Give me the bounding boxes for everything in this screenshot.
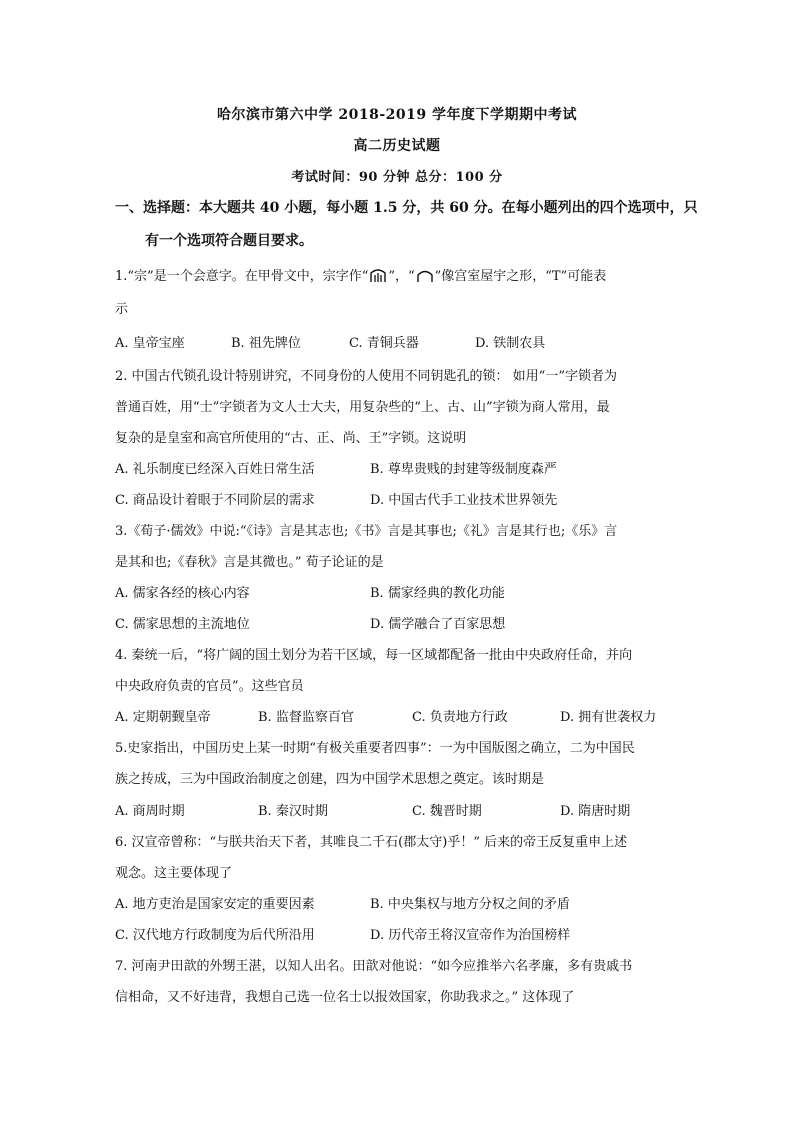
question-3-line2: 是其和也;《春秋》言是其微也。” 荀子论证的是 [115, 555, 384, 570]
q2-option-c[interactable]: C. 商品设计着眼于不同阶层的需求 [115, 493, 315, 508]
question-7-line1: 7. 河南尹田歆的外甥王湛，以知人出名。田歆对他说：“如今应推举六名孝廉，多有贵戚书 [115, 959, 633, 974]
question-4-line1: 4. 秦统一后，“将广阔的国土划分为若干区域，每一区域都配备一批由中央政府任命，并向 [115, 648, 633, 663]
question-2-line3: 复杂的是皇室和高官所使用的“古、正、尚、王”字锁。这说明 [115, 431, 467, 446]
q2-option-d[interactable]: D. 中国古代手工业技术世界领先 [370, 493, 558, 508]
exam-info: 考试时间：90 分钟 总分：100 分 [291, 170, 503, 185]
q5-option-d[interactable]: D. 隋唐时期 [560, 804, 631, 819]
question-2-line2: 普通百姓，用“士”字锁者为文人士大夫，用复杂些的“上、古、山”字锁为商人常用，最 [115, 400, 610, 415]
question-1-line1 [115, 265, 606, 284]
q5-option-a[interactable]: A. 商周时期 [115, 804, 185, 819]
q3-option-a[interactable]: A. 儒家各经的核心内容 [115, 586, 250, 601]
q5-option-c[interactable]: C. 魏晋时期 [412, 804, 482, 819]
question-7-line2: 信相命，又不好违背，我想自己选一位名士以报效国家，你助我求之。” 这体现了 [115, 990, 575, 1005]
q1-option-d[interactable]: D. 铁制农具 [475, 336, 546, 351]
q1-option-c[interactable]: C. 青铜兵器 [349, 336, 419, 351]
q2-option-a[interactable]: A. 礼乐制度已经深入百姓日常生活 [115, 462, 315, 477]
question-text: ”像宫室屋宇之形，“T”可能表 [434, 269, 607, 284]
q6-option-b[interactable]: B. 中央集权与地方分权之间的矛盾 [370, 897, 570, 912]
question-4-line2: 中央政府负责的官员”。这些官员 [115, 679, 304, 694]
question-5-line2: 族之抟成，三为中国政治制度之创建，四为中国学术思想之奠定。该时期是 [115, 772, 545, 787]
subject-title: 高二历史试题 [353, 138, 441, 154]
question-text: ”，“ [388, 269, 415, 284]
q4-option-b[interactable]: B. 监督监察百官 [258, 710, 354, 725]
q3-option-b[interactable]: B. 儒家经典的教化功能 [370, 586, 505, 601]
question-6-line1: 6. 汉宣帝曾称：“与朕共治天下者，其唯良二千石(郡太守)乎！” 后来的帝王反复重申上述 [115, 835, 628, 850]
section-heading-line2: 有一个选项符合题目要求。 [145, 233, 313, 249]
school-title: 哈尔滨市第六中学 2018-2019 学年度下学期期中考试 [217, 107, 577, 123]
q3-option-c[interactable]: C. 儒家思想的主流地位 [115, 617, 250, 632]
q2-option-b[interactable]: B. 尊卑贵贱的封建等级制度森严 [370, 462, 557, 477]
q6-option-c[interactable]: C. 汉代地方行政制度为后代所沿用 [115, 928, 315, 943]
q1-option-b[interactable]: B. 祖先牌位 [231, 336, 301, 351]
q1-option-a[interactable]: A. 皇帝宝座 [115, 336, 185, 351]
section-heading-line1: 一、选择题：本大题共 40 小题，每小题 1.5 分，共 60 分。在每小题列出的四个选项中，只 [115, 200, 698, 216]
question-2-line1: 2. 中国古代锁孔设计特别讲究，不同身份的人使用不同钥匙孔的锁： 如用“一”字锁者为 [115, 369, 617, 384]
q6-option-d[interactable]: D. 历代帝王将汉宣帝作为治国榜样 [370, 928, 571, 943]
oracle-roof-glyph-icon [415, 267, 435, 283]
question-1-line2: 示 [115, 302, 129, 317]
question-5-line1: 5.史家指出，中国历史上某一时期“有极关重要者四事”：一为中国版图之确立，二为中国民 [115, 741, 635, 756]
question-text: 1.“宗”是一个会意字。在甲骨文中，宗字作“ [115, 269, 369, 284]
oracle-zong-glyph-icon [368, 267, 388, 283]
q4-option-a[interactable]: A. 定期朝觐皇帝 [115, 710, 211, 725]
q4-option-d[interactable]: D. 拥有世袭权力 [560, 710, 657, 725]
q6-option-a[interactable]: A. 地方吏治是国家安定的重要因素 [115, 897, 315, 912]
q3-option-d[interactable]: D. 儒学融合了百家思想 [370, 617, 506, 632]
q4-option-c[interactable]: C. 负责地方行政 [412, 710, 508, 725]
q5-option-b[interactable]: B. 秦汉时期 [258, 804, 328, 819]
question-6-line2: 观念。这主要体现了 [115, 866, 233, 881]
question-3-line1: 3.《荀子·儒效》中说:“《诗》言是其志也;《书》言是其事也;《礼》言是其行也;《乐》言 [115, 524, 618, 539]
